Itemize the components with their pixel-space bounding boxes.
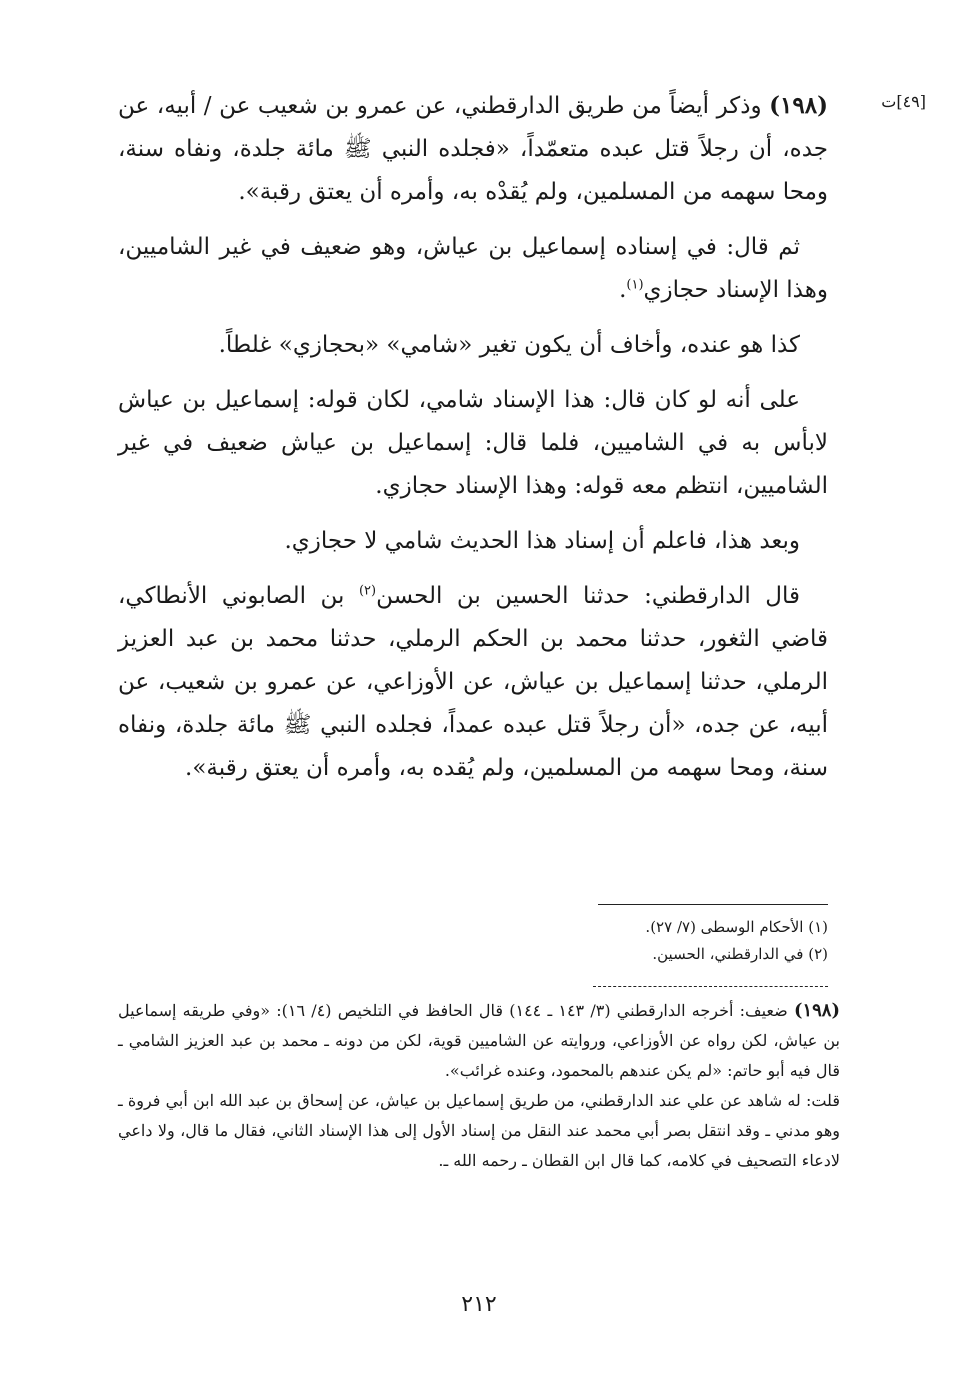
hadith-number: (١٩٨) — [769, 92, 828, 119]
paragraph-6 — [118, 575, 828, 790]
margin-reference: [٤٩]ت — [881, 92, 926, 111]
takhrij-number: (١٩٨) — [793, 1000, 841, 1021]
page-number: ٢١٢ — [461, 1292, 497, 1317]
footnote-2: (٢) في الدارقطني، الحسين. — [652, 945, 828, 963]
paragraph-5: وبعد هذا، فاعلم أن إسناد هذا الحديث شامي لا حجازي. — [284, 528, 800, 554]
footnote-ref-1: (١) — [626, 277, 644, 293]
paragraph-2 — [118, 226, 828, 312]
footnotes — [118, 914, 828, 968]
footnote-divider — [598, 904, 828, 905]
takhrij-paragraph-2: قلت: له شاهد عن علي عند الدارقطني، من طريق إسماعيل بن عياش، عن إسحاق بن عبد الله ابن أبي فروة ـ وهو مدني ـ وقد انتقل بصر أبي محمد عند النقل من إسناد الأول إلى هذا الإسناد الثاني، فقال ما قال، ولا داعي لادعاء التصحيف في كلامه، كما قال ابن القطان ـ رحمه الله ـ. — [118, 1091, 840, 1170]
takhrij-text-1: ضعيف: أخرجه الدارقطني (٣/ ١٤٣ ـ ١٤٤) قال الحافظ في التلخيص (٤/ ١٦): «وفي طريقه إسماعيل بن عياش، لكن رواه عن الأوزاعي، وروايته عن الشاميين قوية، لكن من دونه ـ محمد بن عبد العزيز الشامي ـ قال فيه أبو حاتم: «لم يكن عندهم بالمحمود، وعنده غرائب». — [118, 1001, 840, 1080]
takhrij-paragraph-1 — [118, 996, 840, 1086]
footnote-ref-2: (٢) — [358, 583, 377, 599]
paragraph-6-after: بن الصابوني الأنطاكي، قاضي الثغور، حدثنا محمد بن الحكم الرملي، حدثنا محمد بن عبد العزيز الرملي، حدثنا إسماعيل بن عياش، عن الأوزاعي، عن عمرو بن شعيب، عن أبيه، عن جده، «أن رجلاً قتل عبده عمداً، فجلده النبي ﷺ مائة جلدة، ونفاه سنة، ومحا سهمه من المسلمين، ولم يُقده به، وأمره أن يعتق رقبة». — [118, 583, 828, 781]
paragraph-6-before: قال الدارقطني: حدثنا الحسين بن الحسن — [376, 583, 800, 609]
paragraph-1-text: وذكر أيضاً من طريق الدارقطني، عن عمرو بن شعيب عن / أبيه، عن جده، أن رجلاً قتل عبده متعمّداً، «فجلده النبي ﷺ مائة جلدة، ونفاه سنة، ومحا سهمه من المسلمين، ولم يُقدْه به، وأمره أن يعتق رقبة». — [118, 93, 828, 205]
takhrij-divider — [593, 986, 828, 987]
paragraph-4: على أنه لو كان قال: هذا الإسناد شامي، لكان قوله: إسماعيل بن عياش لابأس به في الشاميين، فلما قال: إسماعيل بن عياش ضعيف في غير الشاميين، انتظم معه قوله: وهذا الإسناد حجازي. — [118, 387, 828, 499]
paragraph-1 — [118, 84, 828, 214]
paragraph-2-end: . — [619, 277, 627, 303]
footnote-1: (١) الأحكام الوسطى (٧/ ٢٧). — [645, 918, 828, 936]
main-text — [118, 84, 828, 802]
paragraph-3: كذا هو عنده، وأخاف أن يكون تغير «شامي» «بحجازي» غلطاً. — [218, 332, 800, 358]
takhrij-notes — [118, 996, 840, 1176]
paragraph-2-text: ثم قال: في إسناده إسماعيل بن عياش، وهو ضعيف في غير الشاميين، وهذا الإسناد حجازي — [118, 234, 828, 303]
